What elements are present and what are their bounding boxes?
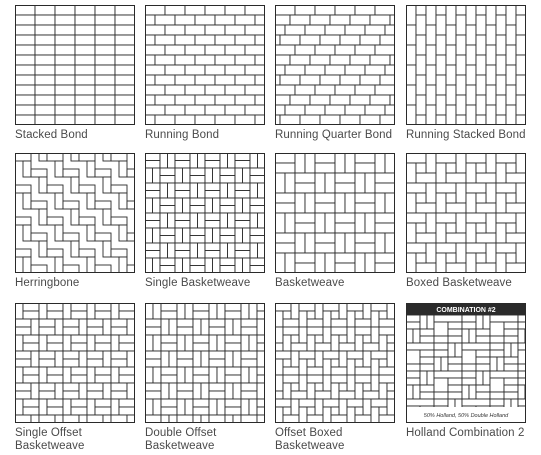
single-basketweave-pattern-icon [145,153,265,273]
running-bond-pattern-icon [145,5,265,125]
combination-title: COMBINATION #2 [436,307,496,314]
holland-combination-pattern-icon [406,303,526,423]
pattern-label: Single Basketweave [145,277,251,289]
running-quarter-bond-pattern-icon [275,5,395,125]
pattern-label: Holland Combination 2 [406,427,525,439]
basketweave-pattern-icon [275,153,395,273]
boxed-basketweave-pattern-icon [406,153,526,273]
pattern-label: Running Stacked Bond [406,129,526,141]
combination-subtitle: 50% Holland, 50% Double Holland [423,413,509,419]
double-offset-basketweave-pattern-icon [145,303,265,423]
pattern-label: Offset Boxed Basketweave [275,427,345,452]
running-stacked-bond-pattern-icon [406,5,526,125]
herringbone-pattern-icon [15,153,135,273]
pattern-label: Herringbone [15,277,80,289]
pattern-label: Basketweave [275,277,345,289]
offset-boxed-basketweave-pattern-icon [275,303,395,423]
pattern-label: Running Quarter Bond [275,129,393,141]
pattern-label: Boxed Basketweave [406,277,512,289]
pattern-label: Double Offset Basketweave [145,427,217,452]
single-offset-basketweave-pattern-icon [15,303,135,423]
pattern-label: Stacked Bond [15,129,88,141]
pattern-label: Running Bond [145,129,220,141]
stacked-bond-pattern-icon [15,5,135,125]
pattern-label: Single Offset Basketweave [15,427,85,452]
